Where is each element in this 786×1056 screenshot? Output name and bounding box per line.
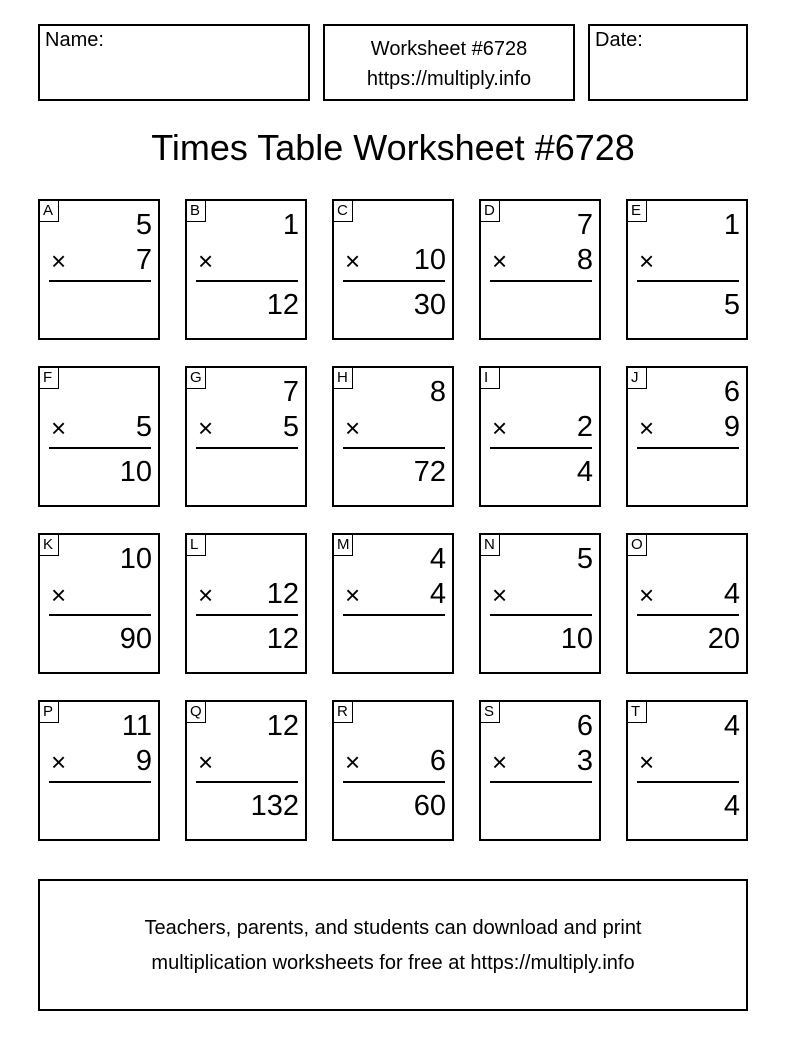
times-sign: × <box>345 580 361 610</box>
times-sign: × <box>492 580 508 610</box>
problem-bottom-number: 10 <box>413 244 446 276</box>
answer-line <box>343 614 445 616</box>
times-sign: × <box>345 246 361 276</box>
problem-bottom-number: 4 <box>723 578 740 610</box>
problem-card <box>626 199 748 340</box>
page-title: Times Table Worksheet #6728 <box>151 127 635 168</box>
problem-top-number: 5 <box>576 543 593 575</box>
answer-line <box>490 280 592 282</box>
footer-note <box>38 879 748 1011</box>
problem-bottom-number: 4 <box>429 578 446 610</box>
problem-answer: 90 <box>119 623 152 655</box>
problem-card <box>626 700 748 841</box>
problem-bottom-number: 2 <box>576 411 593 443</box>
problem-card <box>479 366 601 507</box>
problem-answer: 4 <box>576 456 593 488</box>
times-sign: × <box>492 246 508 276</box>
problem-card <box>332 366 454 507</box>
problem-label: L <box>187 535 206 556</box>
date-label: Date: <box>595 29 643 51</box>
times-sign: × <box>639 580 655 610</box>
problem-label: C <box>334 201 353 222</box>
answer-line <box>637 447 739 449</box>
problem-card <box>332 533 454 674</box>
problem-top-number: 10 <box>119 543 152 575</box>
answer-line <box>637 614 739 616</box>
problem-bottom-number: 9 <box>723 411 740 443</box>
problem-label: E <box>628 201 647 222</box>
problem-label: H <box>334 368 353 389</box>
worksheet-number: Worksheet #6728 <box>370 38 528 60</box>
problem-card <box>185 700 307 841</box>
problem-answer: 132 <box>250 790 299 822</box>
problem-answer: 72 <box>413 456 446 488</box>
problem-bottom-number: 5 <box>135 411 152 443</box>
answer-line <box>343 280 445 282</box>
times-sign: × <box>51 246 67 276</box>
answer-line <box>343 447 445 449</box>
problem-label: K <box>40 535 59 556</box>
times-sign: × <box>51 580 67 610</box>
worksheet-url: https://multiply.info <box>366 68 532 90</box>
times-sign: × <box>198 246 214 276</box>
times-sign: × <box>198 413 214 443</box>
problem-bottom-number: 3 <box>576 745 593 777</box>
problem-card <box>626 533 748 674</box>
problem-top-number: 8 <box>429 376 446 408</box>
problem-top-number: 12 <box>266 710 299 742</box>
problem-card <box>626 366 748 507</box>
times-sign: × <box>639 747 655 777</box>
problem-top-number: 6 <box>576 710 593 742</box>
problem-top-number: 4 <box>429 543 446 575</box>
problem-answer: 5 <box>723 289 740 321</box>
footer-line-2: multiplication worksheets for free at https://multiply.info <box>151 952 635 974</box>
answer-line <box>49 614 151 616</box>
problem-card <box>185 366 307 507</box>
times-sign: × <box>492 747 508 777</box>
times-sign: × <box>639 246 655 276</box>
problem-bottom-number: 8 <box>576 244 593 276</box>
problem-top-number: 7 <box>576 209 593 241</box>
problem-answer: 60 <box>413 790 446 822</box>
problem-answer: 10 <box>119 456 152 488</box>
times-sign: × <box>198 747 214 777</box>
problem-top-number: 11 <box>121 710 152 742</box>
problem-card <box>185 199 307 340</box>
problem-label: P <box>40 702 59 723</box>
problem-bottom-number: 12 <box>266 578 299 610</box>
problem-label: S <box>481 702 500 723</box>
problem-label: T <box>628 702 647 723</box>
problem-label: M <box>334 535 353 556</box>
problem-label: O <box>628 535 647 556</box>
problem-bottom-number: 5 <box>282 411 299 443</box>
problem-card <box>185 533 307 674</box>
problem-card <box>38 533 160 674</box>
answer-line <box>196 614 298 616</box>
times-sign: × <box>345 747 361 777</box>
footer-line-1: Teachers, parents, and students can download and print <box>144 917 642 939</box>
answer-line <box>49 447 151 449</box>
problem-answer: 10 <box>560 623 593 655</box>
problem-top-number: 4 <box>723 710 740 742</box>
answer-line <box>637 280 739 282</box>
answer-line <box>49 280 151 282</box>
problem-label: G <box>187 368 206 389</box>
answer-line <box>196 280 298 282</box>
name-label: Name: <box>45 29 104 51</box>
problem-answer: 4 <box>723 790 740 822</box>
problem-label: B <box>187 201 206 222</box>
problem-label: J <box>628 368 647 389</box>
times-sign: × <box>198 580 214 610</box>
problem-answer: 12 <box>266 623 299 655</box>
problem-answer: 30 <box>413 289 446 321</box>
problem-card <box>479 533 601 674</box>
times-sign: × <box>492 413 508 443</box>
problem-label: R <box>334 702 353 723</box>
answer-line <box>343 781 445 783</box>
times-sign: × <box>345 413 361 443</box>
problem-card <box>479 199 601 340</box>
problem-label: N <box>481 535 500 556</box>
problem-label: D <box>481 201 500 222</box>
problem-bottom-number: 6 <box>429 745 446 777</box>
problem-card <box>332 199 454 340</box>
problem-top-number: 5 <box>135 209 152 241</box>
problem-top-number: 6 <box>723 376 740 408</box>
problem-label: I <box>481 368 500 389</box>
problem-card <box>332 700 454 841</box>
answer-line <box>490 447 592 449</box>
times-sign: × <box>51 413 67 443</box>
problem-top-number: 1 <box>282 209 299 241</box>
answer-line <box>637 781 739 783</box>
problem-label: A <box>40 201 59 222</box>
problem-card <box>38 366 160 507</box>
times-sign: × <box>639 413 655 443</box>
answer-line <box>490 614 592 616</box>
problem-label: Q <box>187 702 206 723</box>
answer-line <box>196 781 298 783</box>
problem-card <box>38 700 160 841</box>
problem-bottom-number: 7 <box>135 244 152 276</box>
problem-card <box>479 700 601 841</box>
problem-answer: 20 <box>707 623 740 655</box>
problem-card <box>38 199 160 340</box>
times-sign: × <box>51 747 67 777</box>
problem-bottom-number: 9 <box>135 745 152 777</box>
problem-label: F <box>40 368 59 389</box>
problem-top-number: 7 <box>282 376 299 408</box>
answer-line <box>490 781 592 783</box>
problem-top-number: 1 <box>723 209 740 241</box>
answer-line <box>49 781 151 783</box>
answer-line <box>196 447 298 449</box>
problem-answer: 12 <box>266 289 299 321</box>
